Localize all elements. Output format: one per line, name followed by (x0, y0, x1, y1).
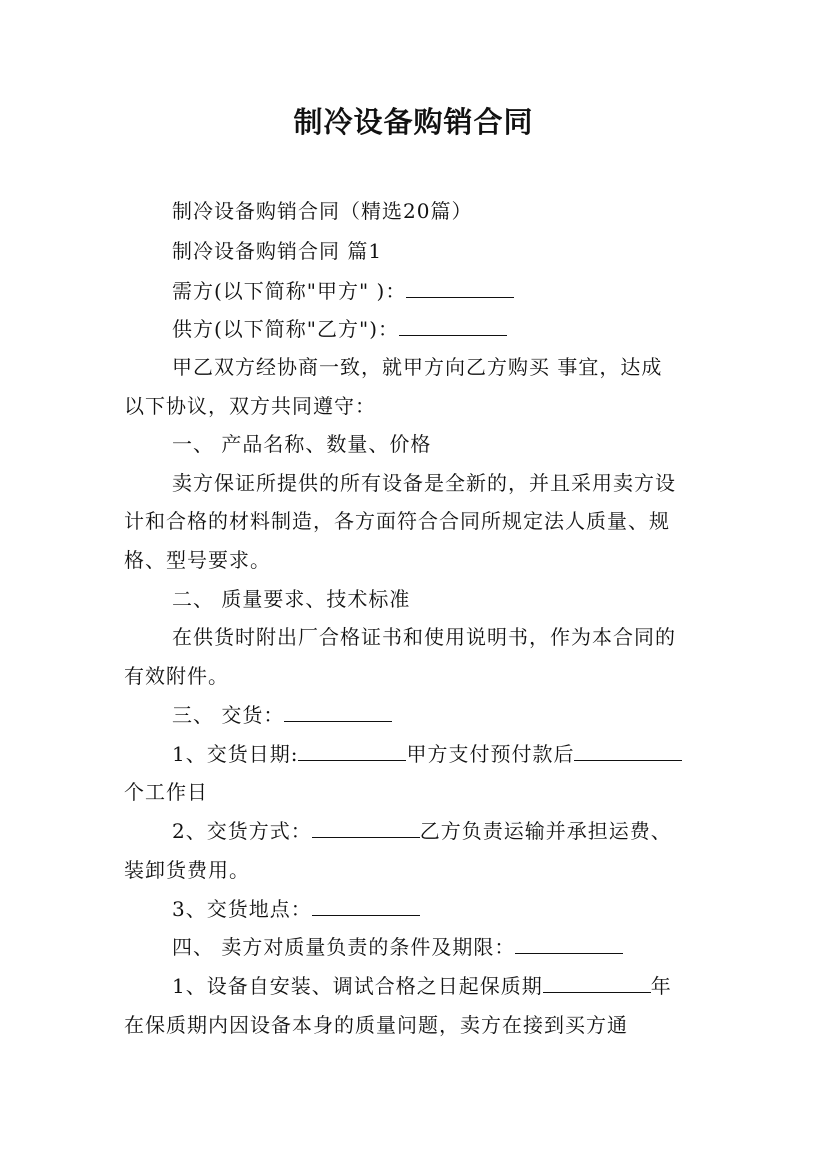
section-heading: 制冷设备购销合同 篇1 (172, 239, 383, 263)
subtitle-line: 制冷设备购销合同（精选20篇） (172, 199, 473, 223)
clause-heading: 三、 交货： (172, 700, 717, 730)
delivery-method-blank (312, 819, 420, 838)
paragraph-line: 甲乙双方经协商一致，就甲方向乙方购买 事宜，达成 (172, 355, 663, 379)
clause-heading: 四、 卖方对质量负责的条件及期限： (172, 932, 717, 962)
delivery-date-line: 1、交货日期: 甲方支付预付款后 (172, 739, 717, 769)
quality-terms-blank (515, 935, 623, 954)
paragraph-line: 以下协议，双方共同遵守： (124, 394, 376, 418)
delivery-method-line: 2、交货方式： 乙方负责运输并承担运费、 (172, 819, 672, 843)
paragraph-line: 个工作日 (124, 780, 208, 804)
paragraph-line: 在保质期内因设备本身的质量问题，卖方在接到买方通 (124, 1013, 628, 1037)
workdays-blank (574, 742, 682, 761)
supplier-blank (399, 317, 507, 336)
paragraph-line: 装卸货费用。 (124, 858, 250, 882)
delivery-location-line: 3、交货地点： (172, 894, 717, 924)
paragraph-line: 计和合格的材料制造，各方面符合合同所规定法人质量、规 (124, 509, 670, 533)
paragraph-line: 格、型号要求。 (124, 548, 271, 572)
clause-heading: 二、 质量要求、技术标准 (172, 587, 411, 611)
clause-heading: 一、 产品名称、数量、价格 (172, 432, 432, 456)
buyer-blank (406, 279, 514, 298)
paragraph-line: 卖方保证所提供的所有设备是全新的，并且采用卖方设 (172, 471, 676, 495)
delivery-blank (284, 703, 392, 722)
paragraph-line: 在供货时附出厂合格证书和使用说明书，作为本合同的 (172, 625, 676, 649)
document-title: 制冷设备购销合同 (293, 105, 534, 139)
delivery-date-blank (298, 742, 406, 761)
delivery-location-blank (312, 897, 420, 916)
supplier-line: 供方(以下简称"乙方")： (172, 314, 717, 344)
warranty-blank (543, 974, 651, 993)
buyer-line: 需方(以下简称"甲方" )： (172, 276, 717, 306)
warranty-line: 1、设备自安装、调试合格之日起保质期 年 (172, 974, 672, 998)
paragraph-line: 有效附件。 (124, 664, 229, 688)
